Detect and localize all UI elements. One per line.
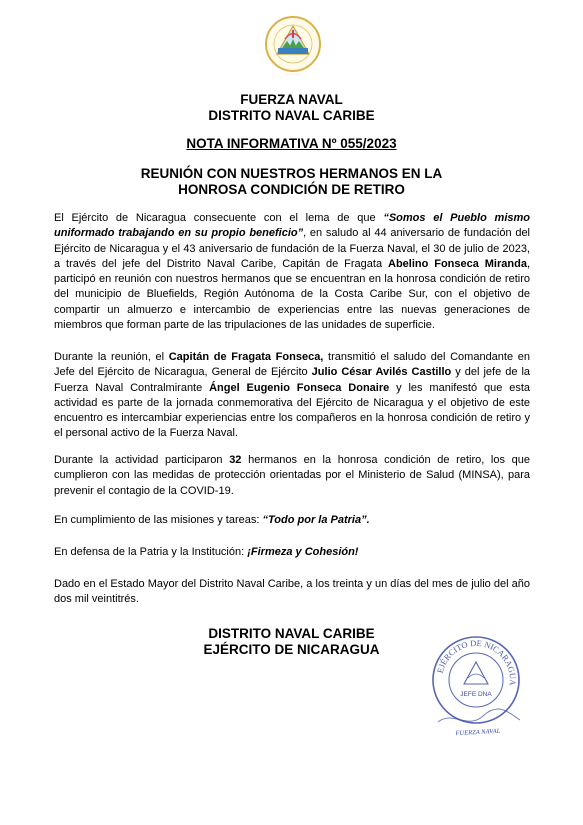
p3-text: hermanos en la honrosa condición de retiro, los que cumplieron con las medidas de protección orientadas por el Ministerio de Salud (MINSA), para prevenir el contagio de la COVID-19.: [54, 454, 530, 497]
coat-of-arms-seal: [264, 14, 322, 82]
document-title: [0, 166, 583, 198]
svg-text:· · · · ·: · · · · ·: [286, 72, 300, 78]
organization-heading: [0, 92, 583, 124]
p5-text: En defensa de la Patria y la Institución:: [54, 546, 248, 558]
paragraph-6: [54, 577, 530, 608]
p2-name: Ángel Eugenio Fonseca Donaire: [209, 381, 390, 394]
org-line-2: DISTRITO NAVAL CARIBE: [208, 108, 375, 123]
p6-text: Dado en el Estado Mayor del Distrito Naval Caribe, a los treinta y un días del mes de julio del año dos mil veintitrés.: [54, 578, 530, 606]
stamp-inner-text: JEFE DNA: [460, 691, 492, 698]
p4-text: En cumplimiento de las misiones y tareas:: [54, 514, 263, 526]
p2-text: Durante la reunión, el: [54, 351, 169, 363]
p3-text: Durante la actividad participaron: [54, 454, 230, 466]
paragraph-5: [54, 545, 530, 560]
org-line-1: FUERZA NAVAL: [240, 92, 343, 107]
closing-line-1: DISTRITO NAVAL CARIBE: [208, 626, 375, 641]
stamp-ring-text: EJÉRCITO DE NICARAGUA: [434, 637, 519, 686]
p1-name: Abelino Fonseca Miranda: [388, 257, 527, 270]
paragraph-1: [54, 211, 530, 333]
stamp-sign-text: FUERZA NAVAL: [455, 727, 501, 738]
closing-line-2: EJÉRCITO DE NICARAGUA: [203, 642, 380, 657]
paragraph-4: [54, 513, 530, 528]
p2-text: y del jefe de la Fuerza Naval Contralmirante: [54, 366, 530, 394]
p1-motto: “Somos el Pueblo mismo uniformado trabajando en su propio beneficio”: [54, 212, 530, 240]
p2-name: Capitán de Fragata Fonseca,: [168, 351, 324, 363]
p3-count: 32: [229, 454, 242, 466]
p2-text: y les manifestó que esta actividad es parte de la jornada conmemorativa del Ejército de Nicaragua y el objetivo de este encuentro es intercambiar experiencias entre los compañeros en la honrosa condición de retiro y el personal activo de la Fuerza Naval.: [54, 381, 530, 440]
paragraph-3: [54, 453, 530, 499]
stamp-signature: [428, 700, 528, 740]
title-line-1: REUNIÓN CON NUESTROS HERMANOS EN LA: [140, 166, 443, 181]
p1-text: El Ejército de Nicaragua consecuente con el lema de que: [54, 212, 384, 224]
p1-text: , participó en reunión con nuestros hermanos que se encuentran en la honrosa condición de retiro del municipio de Bluefields, Región Autónoma de la Costa Caribe Sur, con el objetivo de compartir un almuerzo e intercambio de experiencias entre las nuevas generaciones de miembros que forman parte de las tripulaciones de las unidades de superficie.: [54, 257, 531, 332]
title-line-2: HONROSA CONDICIÓN DE RETIRO: [178, 182, 405, 197]
p5-motto: ¡Firmeza y Cohesión!: [247, 546, 359, 558]
paragraph-2: [54, 350, 530, 442]
p2-name: Julio César Avilés Castillo: [311, 366, 452, 379]
p1-text: , en saludo al 44 aniversario de fundación del Ejército de Nicaragua y el 43 aniversario de fundación de la Fuerza Naval, el 30 de julio de 2023, a través del jefe del Distrito Naval Caribe, Capitán de Fragata: [54, 227, 530, 270]
p4-motto: “Todo por la Patria”.: [262, 514, 370, 526]
nota-number: NOTA INFORMATIVA Nº 055/2023: [186, 136, 397, 151]
p2-text: transmitió el saludo del Comandante en Jefe del Ejército de Nicaragua, General de Ejército: [54, 351, 531, 379]
